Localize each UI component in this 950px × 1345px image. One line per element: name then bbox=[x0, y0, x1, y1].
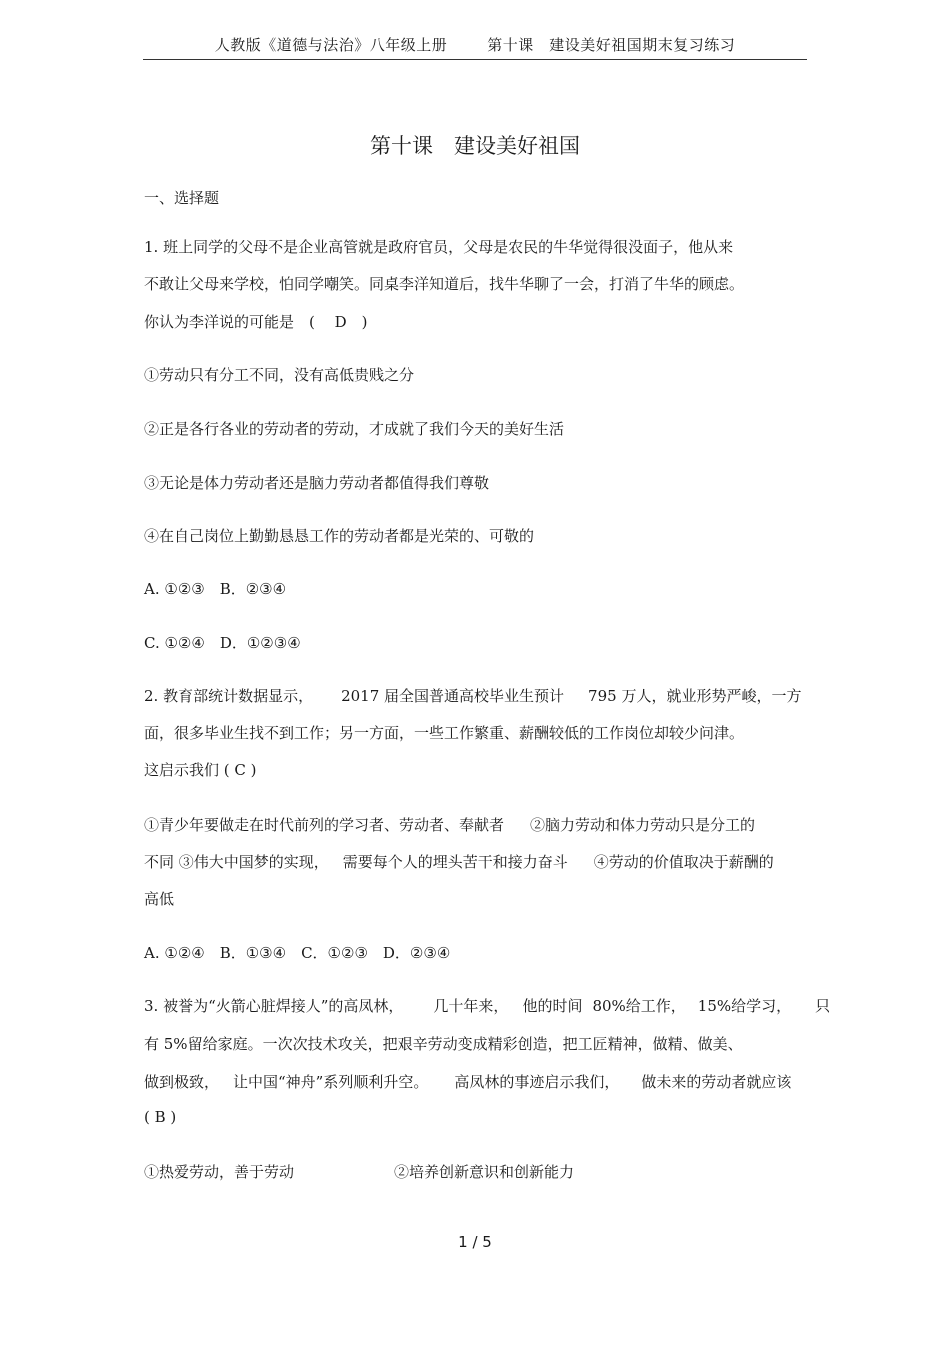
q3-line1-part4: 80%给工作， bbox=[592, 997, 686, 1015]
q1-option1: ①劳动只有分工不同，没有高低贵贱之分 bbox=[144, 366, 415, 384]
q2-option3-start: 不同 ③伟大中国梦的实现， bbox=[144, 853, 329, 871]
q1-line1: 1. 班上同学的父母不是企业高管就是政府官员，父母是农民的牛华觉得很没面子，他从来 bbox=[144, 238, 734, 256]
q2-choices: A. ①②④ B．①③④ C．①②③ D．②③④ bbox=[144, 944, 451, 962]
q3-line1-part1: 3. 被誉为“火箭心脏焊接人”的高凤林， bbox=[144, 997, 404, 1015]
q2-option-line1 bbox=[144, 814, 755, 835]
q2-option4-start: ④劳动的价值取决于薪酬的 bbox=[593, 853, 774, 871]
q3-answer: ( B ) bbox=[144, 1108, 177, 1126]
q3-line3-part3: 高凤林的事迹启示我们， bbox=[454, 1073, 620, 1091]
q2-option3-end: 需要每个人的埋头苦干和接力奋斗 bbox=[342, 853, 568, 871]
section-heading: 一、选择题 bbox=[144, 189, 220, 207]
q3-line3 bbox=[144, 1071, 791, 1092]
q3-line3-part4: 做未来的劳动者就应该 bbox=[641, 1073, 792, 1091]
q2-line1-part3: 795 万人，就业形势严峻，一方 bbox=[588, 687, 802, 705]
page-header bbox=[0, 34, 950, 55]
lesson-title: 第十课 建设美好祖国 bbox=[370, 134, 580, 158]
q3-option1: ①热爱劳动，善于劳动 bbox=[144, 1163, 295, 1181]
q2-line1-part2: 2017 届全国普通高校毕业生预计 bbox=[341, 687, 565, 705]
q3-line3-part1: 做到极致， bbox=[144, 1073, 220, 1091]
q3-option2: ②培养创新意识和创新能力 bbox=[394, 1163, 575, 1181]
q3-line1-part2: 几十年来， bbox=[433, 997, 509, 1015]
q1-line3: 你认为李洋说的可能是 ( D ) bbox=[144, 313, 368, 331]
q2-option-line2 bbox=[144, 851, 774, 872]
q3-line1 bbox=[144, 995, 830, 1016]
q1-option4: ④在自己岗位上勤勤恳恳工作的劳动者都是光荣的、可敬的 bbox=[144, 527, 535, 545]
q1-line2: 不敢让父母来学校，怕同学嘲笑。同桌李洋知道后，找牛华聊了一会，打消了牛华的顾虑。 bbox=[144, 275, 745, 293]
q1-option2: ②正是各行各业的劳动者的劳动，才成就了我们今天的美好生活 bbox=[144, 420, 565, 438]
q2-option2-start: ②脑力劳动和体力劳动只是分工的 bbox=[530, 816, 756, 834]
q2-line2: 面，很多毕业生找不到工作；另一方面，一些工作繁重、薪酬较低的工作岗位却较少问津。 bbox=[144, 724, 745, 742]
q2-line1-part1: 2. 教育部统计数据显示， bbox=[144, 687, 314, 705]
q1-choices-ab: A. ①②③ B．②③④ bbox=[144, 580, 287, 598]
q3-option-line1 bbox=[144, 1161, 574, 1182]
q2-line1 bbox=[144, 685, 801, 706]
q2-line3: 这启示我们 ( C ) bbox=[144, 761, 257, 779]
q3-line1-part3: 他的时间 bbox=[522, 997, 583, 1015]
header-lesson-title: 第十课 建设美好祖国期末复习练习 bbox=[487, 36, 736, 54]
q1-choices-cd: C. ①②④ D．①②③④ bbox=[144, 634, 301, 652]
q3-line3-part2: 让中国“神舟”系列顺利升空。 bbox=[233, 1073, 429, 1091]
page-number: 1 / 5 bbox=[458, 1233, 492, 1251]
q3-line1-part5: 15%给学习， bbox=[697, 997, 792, 1015]
header-book-title: 人教版《道德与法治》八年级上册 bbox=[214, 36, 448, 54]
q3-line1-part6: 只 bbox=[815, 997, 831, 1015]
q1-option3: ③无论是体力劳动者还是脑力劳动者都值得我们尊敬 bbox=[144, 474, 490, 492]
q2-option-line3: 高低 bbox=[144, 890, 175, 908]
header-rule bbox=[143, 59, 807, 60]
q3-line2: 有 5%留给家庭。一次次技术攻关，把艰辛劳动变成精彩创造，把工匠精神，做精、做美、 bbox=[144, 1035, 743, 1053]
q2-option1: ①青少年要做走在时代前列的学习者、劳动者、奉献者 bbox=[144, 816, 505, 834]
